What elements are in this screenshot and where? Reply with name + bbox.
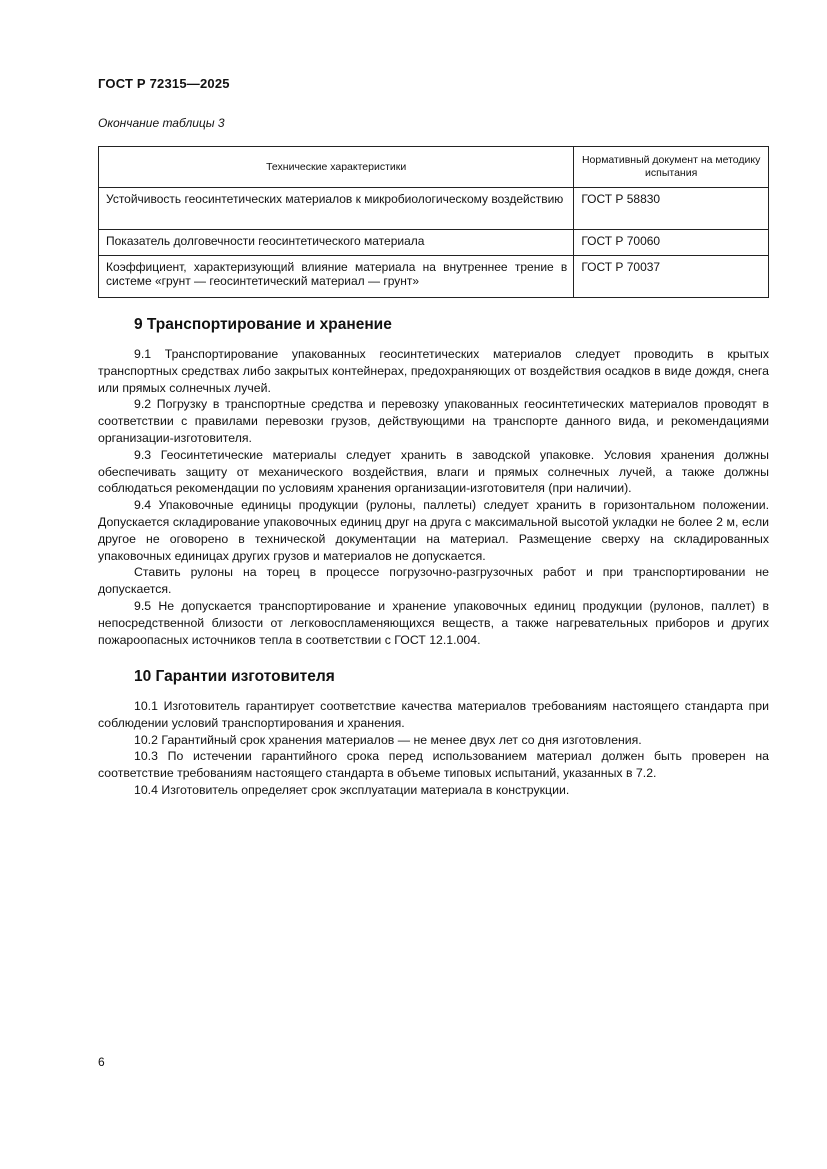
section-manufacturer-warranty — [98, 667, 769, 799]
document-code: ГОСТ Р 72315—2025 — [98, 76, 230, 91]
table-row — [99, 230, 769, 256]
paragraph: 10.3 По истечении гарантийного срока перед использованием материал должен быть проверен на соответствие требованиям настоящего стандарта в объеме типовых испытаний, указанных в 7.2. — [98, 749, 769, 781]
characteristic-cell: Показатель долговечности геосинтетического материала — [99, 230, 574, 256]
paragraph: 10.1 Изготовитель гарантирует соответствие качества материалов требованиям настоящего стандарта при соблюдении условий транспортирования и хранения. — [98, 699, 769, 730]
header-characteristics: Технические характеристики — [99, 147, 574, 188]
specifications-table — [98, 146, 769, 298]
paragraph: 9.3 Геосинтетические материалы следует хранить в заводской упаковке. Условия хранения должны обеспечивать защиту от механического воздействия, влаги и прямых солнечных лучей, а также должны соблюдаться рекомендации по условиям хранения организации-изготовителя (при наличии). — [98, 447, 769, 496]
table-row — [99, 256, 769, 298]
section-transport-storage — [98, 315, 769, 648]
header-normative-document: Нормативный документ на методику испытания — [574, 147, 769, 188]
paragraph: 10.4 Изготовитель определяет срок эксплуатации материала в конструкции. — [134, 782, 570, 797]
table-row — [99, 188, 769, 230]
normative-doc-cell: ГОСТ Р 70060 — [574, 230, 769, 256]
page-number: 6 — [98, 1055, 105, 1069]
normative-doc-cell: ГОСТ Р 58830 — [574, 188, 769, 230]
table-header-row — [99, 147, 769, 188]
paragraph: 9.2 Погрузку в транспортные средства и перевозку упакованных геосинтетических материалов проводят в соответствии с правилами перевозки грузов, действующими на транспорте данного вида, и рекомендациями организации-изготовителя. — [98, 397, 769, 445]
table-caption: Окончание таблицы 3 — [98, 116, 225, 130]
paragraph: Ставить рулоны на торец в процессе погрузочно-разгрузочных работ и при транспортировании не допускается. — [98, 565, 769, 597]
paragraph: 9.1 Транспортирование упакованных геосинтетических материалов следует проводить в крытых транспортных средствах либо закрытых контейнерах, предохраняющих от воздействия осадков в виде дождя, снега или прямых солнечных лучей. — [98, 347, 769, 395]
paragraph: 9.4 Упаковочные единицы продукции (рулоны, паллеты) следует хранить в горизонтальном положении. Допускается складирование упаковочных единиц друг на друга с максимальной высотой укладки не более 2 м, если другое не оговорено в технической документации на материал. Размещение сверху на складированных упаковочных единицах других грузов и материалов не допускается. — [98, 498, 769, 563]
section-heading: 10 Гарантии изготовителя — [134, 668, 335, 685]
characteristic-cell: Коэффициент, характеризующий влияние материала на внутреннее трение в системе «грунт — геосинтетический материал — грунт» — [99, 256, 574, 298]
normative-doc-cell: ГОСТ Р 70037 — [574, 256, 769, 298]
paragraph: 10.2 Гарантийный срок хранения материалов — не менее двух лет со дня изготовления. — [134, 732, 642, 747]
section-heading: 9 Транспортирование и хранение — [134, 316, 392, 333]
characteristic-cell: Устойчивость геосинтетических материалов к микробиологическому воздействию — [99, 188, 574, 230]
paragraph: 9.5 Не допускается транспортирование и хранение упаковочных единиц продукции (рулонов, паллет) в непосредственной близости от легковоспламеняющихся веществ, а также нагревательных приборов и других пожароопасных источников тепла в соответствии с ГОСТ 12.1.004. — [98, 598, 769, 647]
